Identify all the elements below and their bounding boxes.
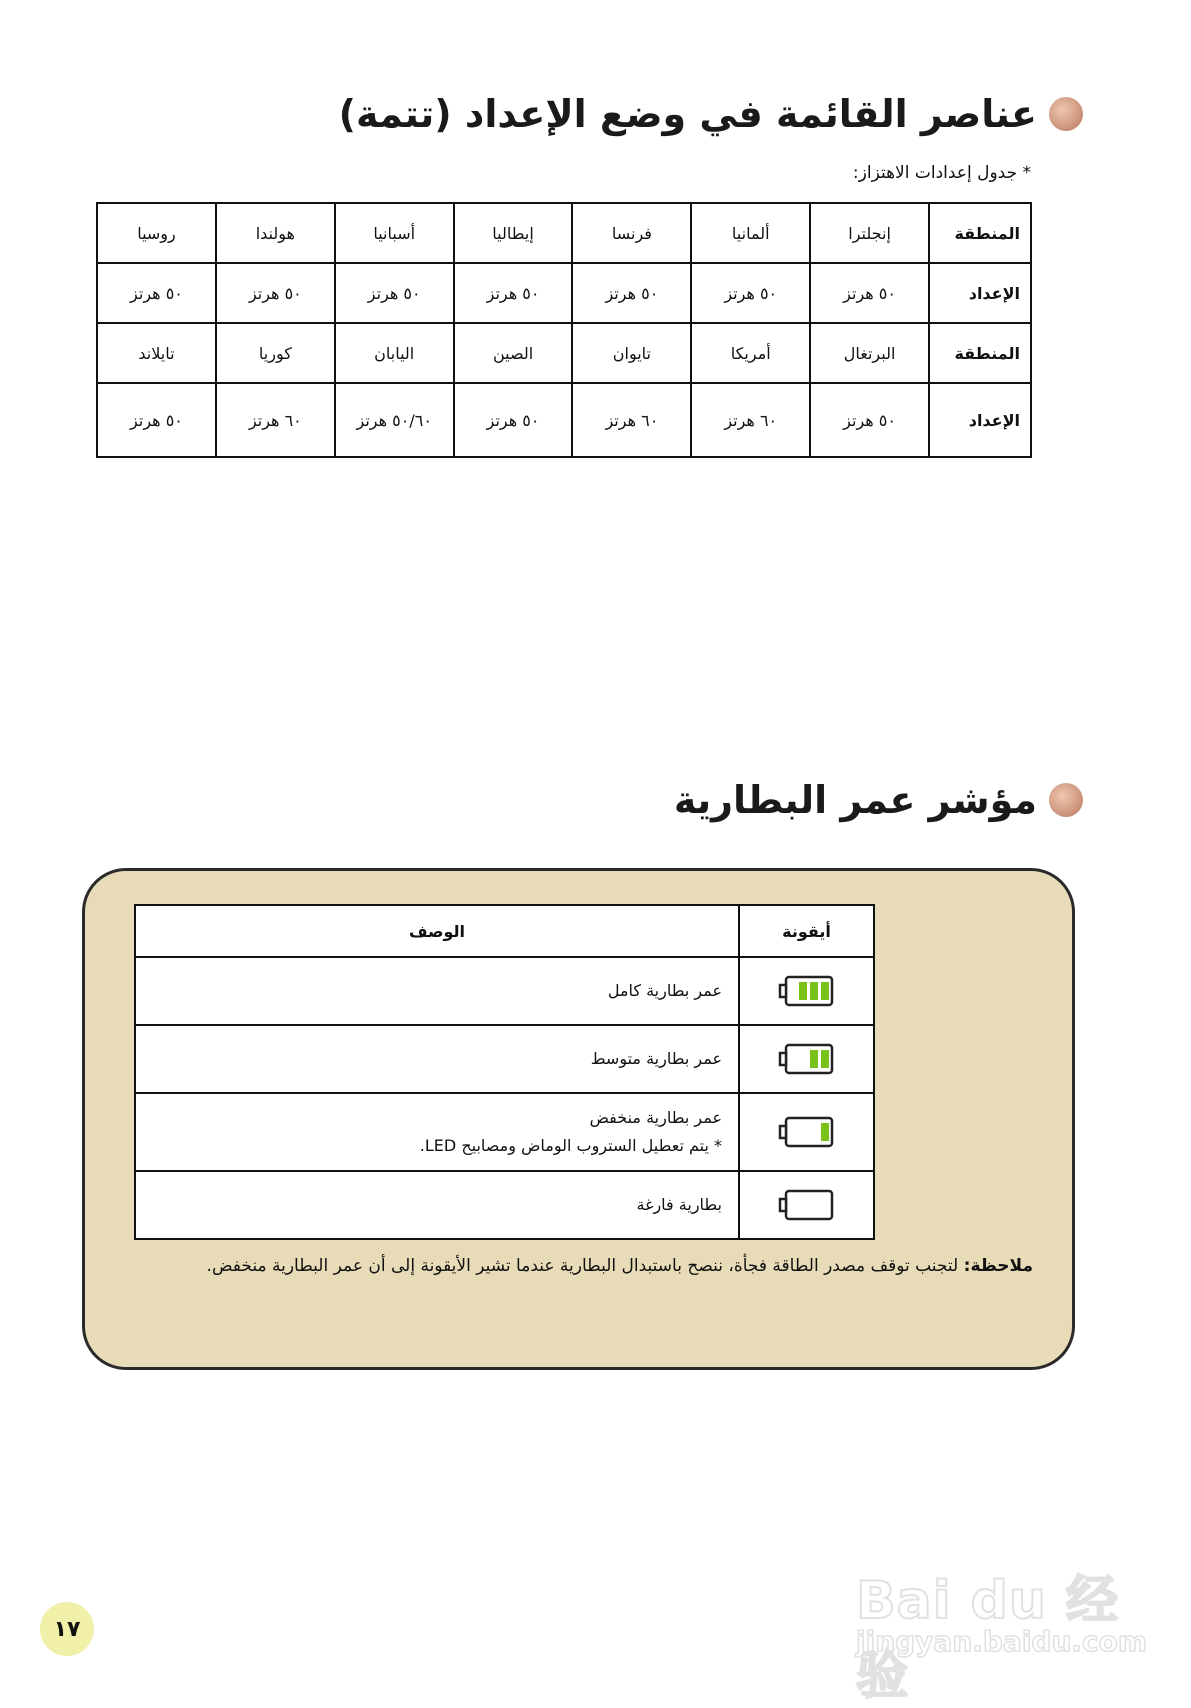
battery-table xyxy=(134,904,875,1240)
table-row xyxy=(97,323,1031,383)
table-row xyxy=(135,1093,874,1171)
table-row xyxy=(135,1025,874,1093)
battery-note xyxy=(207,1256,1033,1276)
region-cell: إنجلترا xyxy=(810,203,929,263)
frequency-table xyxy=(96,202,1032,458)
setting-cell: ٥٠ هرتز xyxy=(97,263,216,323)
region-cell: اليابان xyxy=(335,323,454,383)
battery-full-icon xyxy=(778,974,836,1008)
note-label: ملاحظة: xyxy=(963,1256,1033,1276)
table-header-row xyxy=(135,905,874,957)
battery-bar xyxy=(810,982,818,1000)
col-icon-header: أيقونة xyxy=(739,905,874,957)
battery-bar xyxy=(821,1123,829,1141)
setting-cell: ٥٠ هرتز xyxy=(572,263,691,323)
region-cell: أسبانيا xyxy=(335,203,454,263)
setting-cell: ٥٠ هرتز xyxy=(454,263,573,323)
setting-cell: ٥٠ هرتز xyxy=(335,263,454,323)
battery-desc: عمر بطارية متوسط xyxy=(135,1025,739,1093)
setting-cell: ٦٠ هرتز xyxy=(691,383,810,457)
section1-heading xyxy=(339,92,1083,136)
battery-medium-icon xyxy=(778,1042,836,1076)
battery-low-icon xyxy=(778,1115,836,1149)
region-cell: فرنسا xyxy=(572,203,691,263)
section1-title: عناصر القائمة في وضع الإعداد (تتمة) xyxy=(338,92,1037,136)
battery-bar xyxy=(799,982,807,1000)
table-row xyxy=(97,263,1031,323)
region-cell: كوريا xyxy=(216,323,335,383)
region-cell: روسيا xyxy=(97,203,216,263)
setting-cell: ٦٠ هرتز xyxy=(216,383,335,457)
watermark-url: jingyan.baidu.com xyxy=(856,1625,1148,1658)
section2-heading xyxy=(674,778,1083,822)
col-desc-header: الوصف xyxy=(135,905,739,957)
row-label-setting: الإعداد xyxy=(929,263,1031,323)
region-cell: هولندا xyxy=(216,203,335,263)
bullet-icon xyxy=(1049,97,1083,131)
battery-bar xyxy=(821,1050,829,1068)
page-number: ١٧ xyxy=(40,1602,94,1656)
battery-bar xyxy=(810,1050,818,1068)
row-label-region: المنطقة xyxy=(929,203,1031,263)
table-row xyxy=(97,383,1031,457)
setting-cell: ٥٠ هرتز xyxy=(97,383,216,457)
baidu-watermark xyxy=(856,1548,1156,1706)
watermark-brand: Bai du 经验 xyxy=(856,1571,1119,1706)
battery-bar xyxy=(821,982,829,1000)
table-row xyxy=(135,957,874,1025)
table-row xyxy=(97,203,1031,263)
battery-desc-note: * يتم تعطيل الستروب الوماض ومصابيح LED. xyxy=(419,1136,722,1155)
battery-desc: عمر بطارية كامل xyxy=(135,957,739,1025)
setting-cell: ٥٠ هرتز xyxy=(810,263,929,323)
note-text: لتجنب توقف مصدر الطاقة فجأة، ننصح باستبدال البطارية عندما تشير الأيقونة إلى أن عمر البطارية منخفض. xyxy=(206,1256,959,1276)
setting-cell: ٥٠ هرتز xyxy=(691,263,810,323)
region-cell: إيطاليا xyxy=(454,203,573,263)
setting-cell: ٦٠ هرتز xyxy=(572,383,691,457)
table-row xyxy=(135,1171,874,1239)
row-label-setting: الإعداد xyxy=(929,383,1031,457)
setting-cell: ٥٠/٦٠ هرتز xyxy=(335,383,454,457)
region-cell: أمريكا xyxy=(691,323,810,383)
setting-cell: ٥٠ هرتز xyxy=(454,383,573,457)
setting-cell: ٥٠ هرتز xyxy=(810,383,929,457)
battery-desc: بطارية فارغة xyxy=(135,1171,739,1239)
setting-cell: ٥٠ هرتز xyxy=(216,263,335,323)
region-cell: تايوان xyxy=(572,323,691,383)
battery-desc: عمر بطارية منخفض xyxy=(589,1108,722,1127)
region-cell: تايلاند xyxy=(97,323,216,383)
region-cell: الصين xyxy=(454,323,573,383)
region-cell: ألمانيا xyxy=(691,203,810,263)
row-label-region: المنطقة xyxy=(929,323,1031,383)
section2-title: مؤشر عمر البطارية xyxy=(673,778,1037,822)
bullet-icon xyxy=(1049,783,1083,817)
region-cell: البرتغال xyxy=(810,323,929,383)
battery-empty-icon xyxy=(778,1188,836,1222)
vibration-table-note: * جدول إعدادات الاهتزاز: xyxy=(852,163,1031,183)
